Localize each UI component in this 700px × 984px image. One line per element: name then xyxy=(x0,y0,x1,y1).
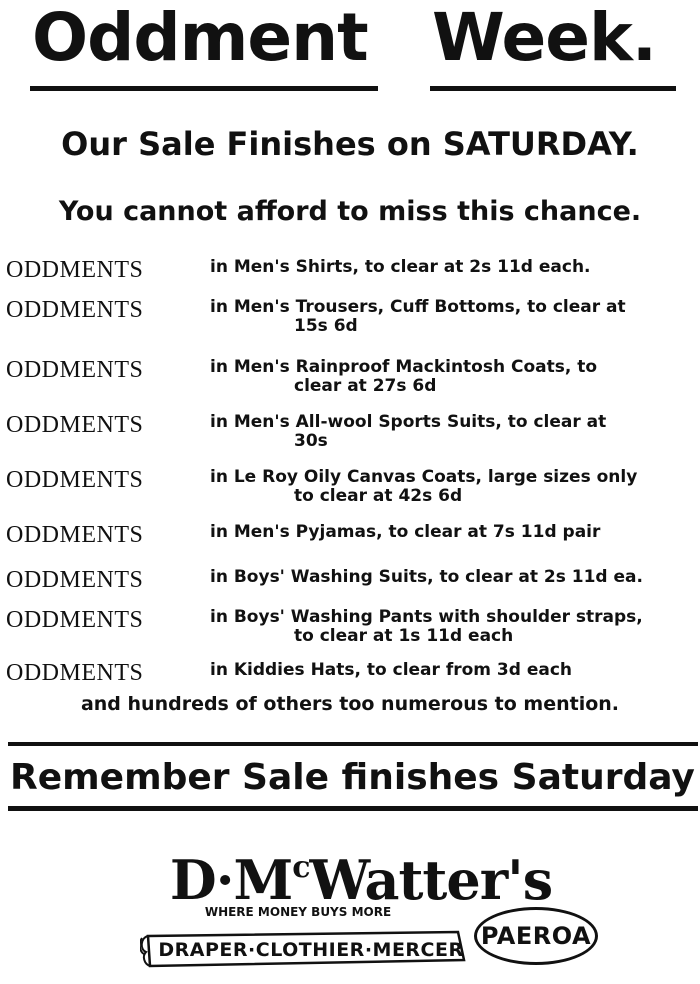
town-name: PAEROA xyxy=(480,922,592,950)
headline xyxy=(0,0,700,80)
list-item xyxy=(6,295,698,355)
slogan: WHERE MONEY BUYS MORE xyxy=(204,905,392,919)
store-name-rest: Watter's xyxy=(309,848,553,912)
item-description xyxy=(210,355,698,396)
item-line: in Men's Pyjamas, to clear at 7s 11d pair xyxy=(210,522,601,542)
item-description xyxy=(210,465,698,506)
list-item xyxy=(6,565,698,605)
headline-right: Week. xyxy=(432,0,656,76)
reminder-heading: Remember Sale finishes Saturday xyxy=(10,757,695,798)
item-description xyxy=(210,410,698,451)
list-item xyxy=(6,465,698,520)
item-keyword: ODDMENTS xyxy=(6,607,144,633)
item-keyword: ODDMENTS xyxy=(6,467,144,493)
ribbon-text: DRAPER·CLOTHIER·MERCER xyxy=(158,939,464,961)
item-line: in Boys' Washing Pants with shoulder straps, xyxy=(210,607,643,627)
item-keyword: ODDMENTS xyxy=(6,257,144,283)
item-keyword: ODDMENTS xyxy=(6,297,144,323)
town-oval xyxy=(474,907,598,965)
item-line: in Le Roy Oily Canvas Coats, large sizes only xyxy=(210,467,638,487)
list-item xyxy=(6,255,698,295)
item-keyword: ODDMENTS xyxy=(6,357,144,383)
item-line: in Men's Trousers, Cuff Bottoms, to clear at xyxy=(210,297,626,317)
subheading: Our Sale Finishes on SATURDAY. xyxy=(61,125,639,163)
reminder-rule-top xyxy=(8,742,698,746)
list-item xyxy=(6,520,698,565)
item-description xyxy=(210,605,698,646)
store-name-prefix: D·M xyxy=(169,848,293,912)
list-item xyxy=(6,605,698,658)
item-keyword: ODDMENTS xyxy=(6,522,144,548)
item-keyword: ODDMENTS xyxy=(6,567,144,593)
store-name-superscript: c xyxy=(292,850,310,885)
item-description xyxy=(210,565,698,587)
item-description xyxy=(210,658,698,680)
tagline: You cannot afford to miss this chance. xyxy=(58,196,642,227)
item-line: in Men's Rainproof Mackintosh Coats, to xyxy=(210,357,598,377)
item-description xyxy=(210,520,698,542)
item-line-continued: to clear at 1s 11d each xyxy=(294,626,514,646)
item-line: in Kiddies Hats, to clear from 3d each xyxy=(210,660,573,680)
list-item xyxy=(6,355,698,410)
headline-left: Oddment xyxy=(32,0,368,76)
item-line-continued: 30s xyxy=(294,431,328,451)
reminder-rule-bottom xyxy=(8,806,698,811)
oddments-list xyxy=(6,255,698,698)
store-name xyxy=(136,836,586,912)
headline-rule-left xyxy=(30,86,378,91)
item-keyword: ODDMENTS xyxy=(6,660,144,686)
item-line: in Boys' Washing Suits, to clear at 2s 11d ea. xyxy=(210,567,643,587)
headline-rule-right xyxy=(430,86,676,91)
list-item xyxy=(6,410,698,465)
item-description xyxy=(210,255,698,277)
item-line-continued: 15s 6d xyxy=(294,316,358,336)
item-line-continued: clear at 27s 6d xyxy=(294,376,437,396)
item-line-continued: to clear at 42s 6d xyxy=(294,486,463,506)
item-description xyxy=(210,295,698,336)
item-keyword: ODDMENTS xyxy=(6,412,144,438)
closing-line: and hundreds of others too numerous to mention. xyxy=(80,693,620,715)
item-line: in Men's All-wool Sports Suits, to clear at xyxy=(210,412,607,432)
item-line: in Men's Shirts, to clear at 2s 11d each. xyxy=(210,257,591,277)
